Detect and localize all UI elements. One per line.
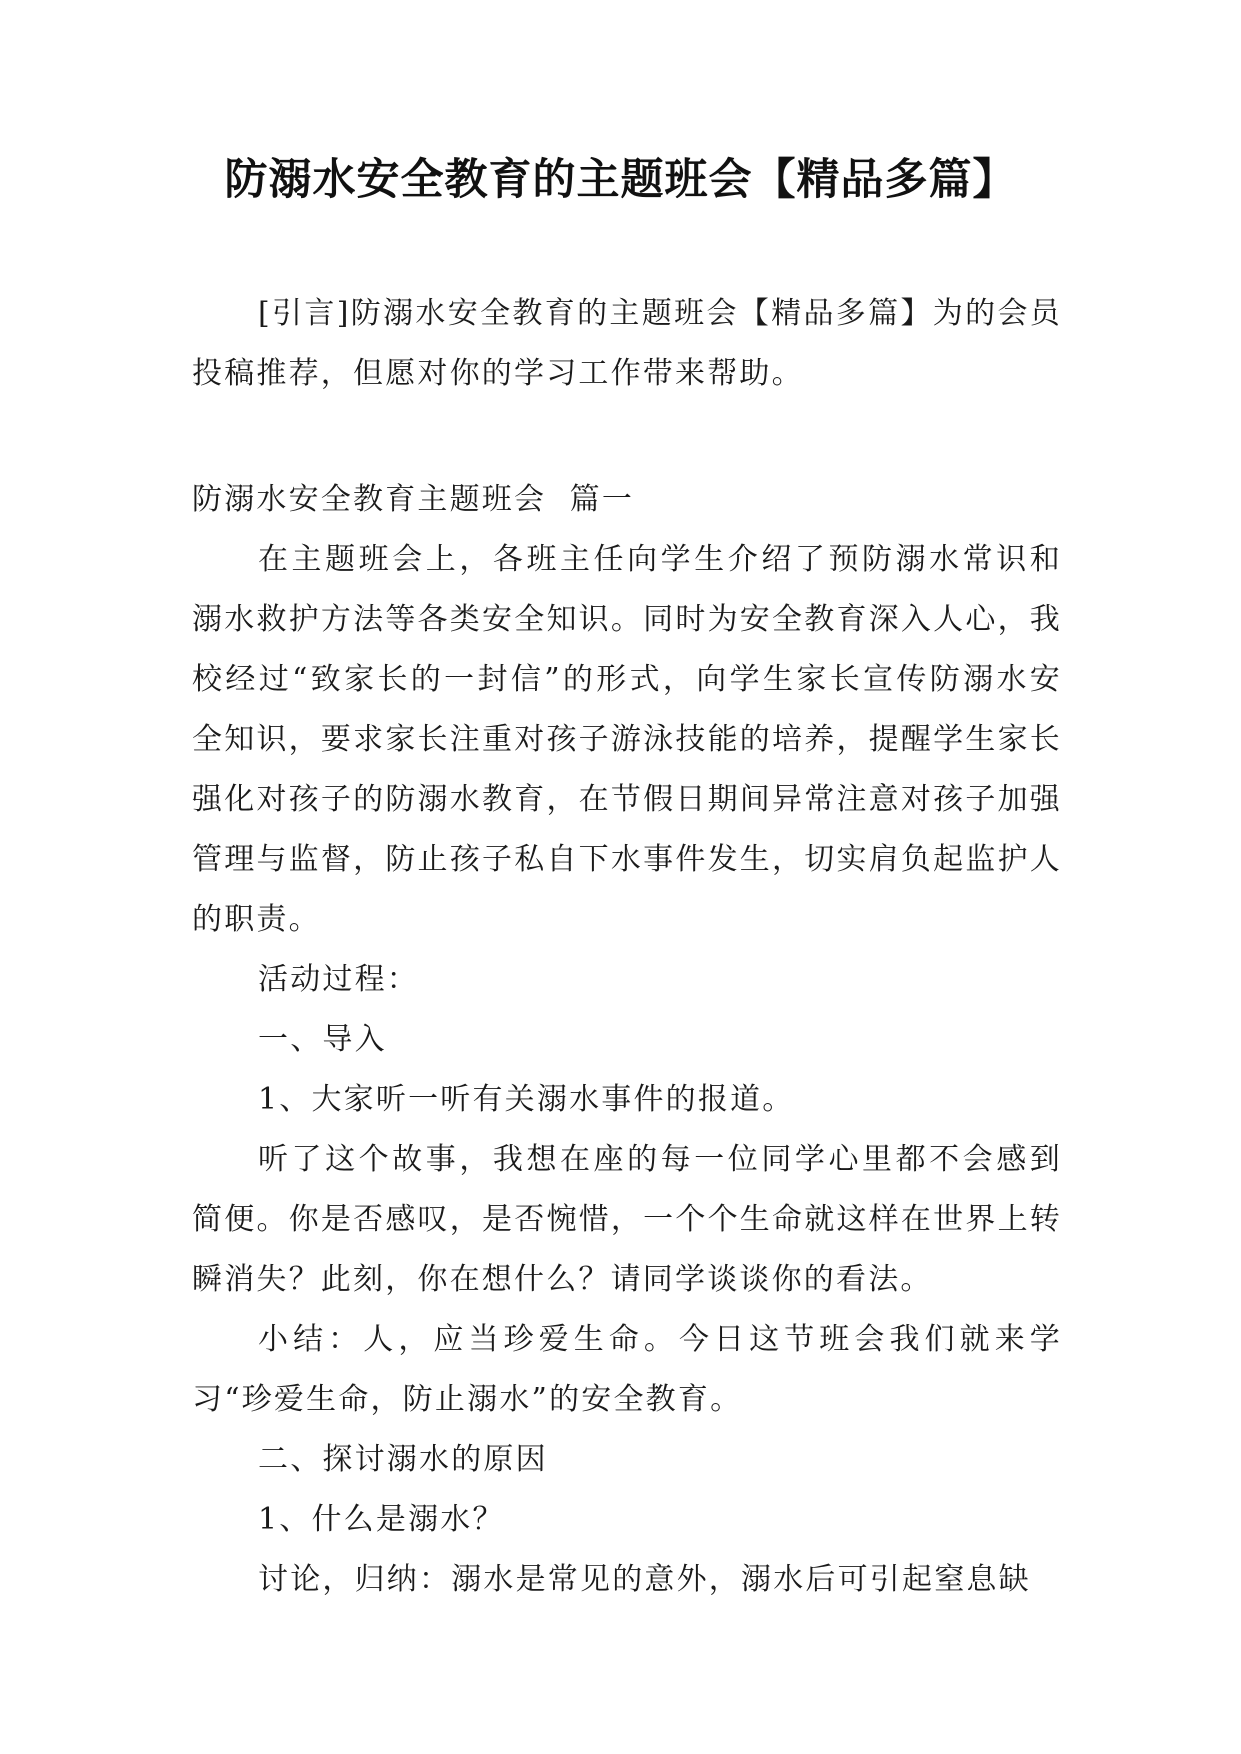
body-paragraph: 1、大家听一听有关溺水事件的报道。 (258, 1082, 795, 1117)
body-paragraph: 一、导入 (258, 1022, 387, 1057)
body-paragraph: 1、什么是溺水？ (258, 1502, 505, 1537)
body-paragraph: 二、探讨溺水的原因 (258, 1442, 548, 1477)
document-title: 防溺水安全教育的主题班会【精品多篇】 (224, 155, 1017, 205)
spacer (192, 404, 1062, 470)
body-paragraph: 小结：人，应当珍爱生命。今日这节班会我们就来学习“珍爱生命，防止溺水”的安全教育。 (192, 1322, 1062, 1417)
body-paragraph: 听了这个故事，我想在座的每一位同学心里都不会感到简便。你是否感叹，是否惋惜，一个个生命就这样在世界上转瞬消失？此刻，你在想什么？请同学谈谈你的看法。 (192, 1142, 1062, 1297)
body-paragraph: 活动过程： (258, 962, 419, 997)
section-heading: 防溺水安全教育主题班会 篇一 (192, 482, 635, 517)
body-paragraph: 在主题班会上，各班主任向学生介绍了预防溺水常识和溺水救护方法等各类安全知识。同时为安全教育深入人心，我校经过“致家长的一封信”的形式，向学生家长宣传防溺水安全知识，要求家长注重对孩子游泳技能的培养，提醒学生家长强化对孩子的防溺水教育，在节假日期间异常注意对孩子加强管理与监督，防止孩子私自下水事件发生，切实肩负起监护人的职责。 (192, 542, 1062, 937)
document-body (192, 284, 1062, 1610)
body-paragraph: 讨论，归纳：溺水是常见的意外，溺水后可引起窒息缺 (258, 1562, 1031, 1597)
intro-paragraph: [引言]防溺水安全教育的主题班会【精品多篇】为的会员投稿推荐，但愿对你的学习工作带来帮助。 (192, 296, 1062, 391)
